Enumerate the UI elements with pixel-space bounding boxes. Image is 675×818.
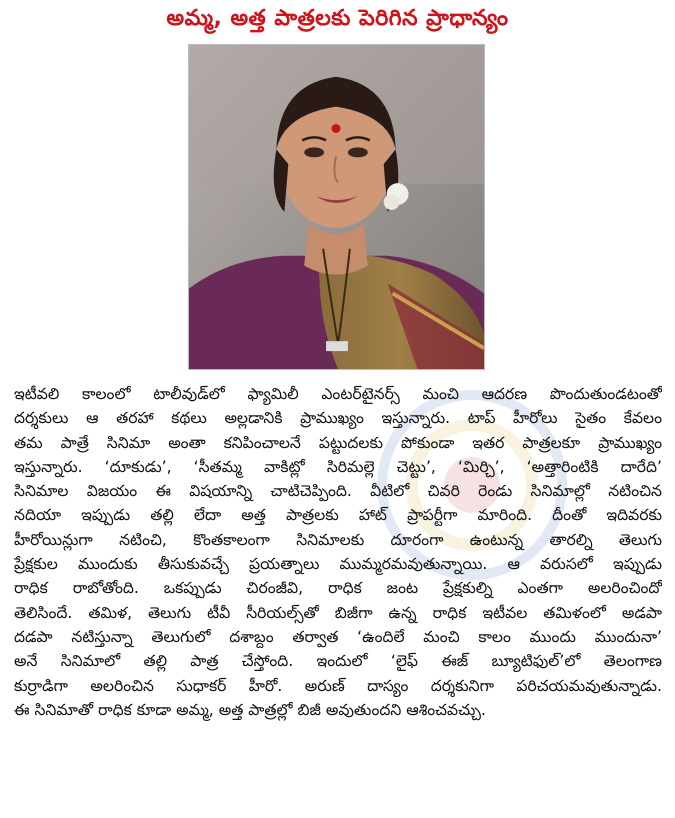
article-body — [14, 382, 662, 722]
article-line: దర్శకులు ఆ తరహా కథలు అల్లడానికి ప్రాముఖ్యం ఇస్తున్నారు. టాప్ హీరోలు సైతం కేవలం — [14, 409, 662, 428]
article-photo — [188, 44, 485, 370]
article-line: సినిమాల విజయం ఈ విషయాన్ని చాటిచెప్పింది. వీటిలో చివరి రెండు సినిమాల్లో నటించిన — [14, 482, 662, 501]
article-line: ఈ సినిమాతో రాధిక కూడా అమ్మ, అత్త పాత్రల్లో బిజీ అవుతుందని ఆశించవచ్చు. — [14, 700, 486, 719]
article-line: తెలిసిందే. తమిళ, తెలుగు టీవీ సీరియల్స్‌తో బిజీగా ఉన్న రాధిక ఇటీవల తమిళంలో అడపా — [14, 603, 662, 622]
article-line: ఇటీవలి కాలంలో టాలీవుడ్‌లో ఫ్యామిలీ ఎంటర్‌టైనర్స్ మంచి ఆదరణ పొందుతుండటంతో — [14, 385, 662, 403]
article-line: దడపా నటిస్తున్నా తెలుగులో దశాబ్దం తర్వాత ‘ఉందిలే మంచి కాలం ముందు ముందునా’ — [14, 627, 662, 646]
article-line: రాధిక రాబోతోంది. ఒకప్పుడు చిరంజీవి, రాధిక జంట ప్రేక్షకుల్ని ఎంతగా అలరించిందో — [14, 579, 662, 598]
article-line: నదియా ఇప్పుడు తల్లి లేదా అత్త పాత్రలకు హాట్ ప్రాపర్టీగా మారింది. దీంతో ఇదివరకు — [14, 506, 662, 525]
portrait-photo-icon — [189, 45, 484, 369]
article-line: తమ పాత్రే సినిమా అంతా కనిపించాలనే పట్టుదలకు పోకుండా ఇతర పాత్రలకూ ప్రాముఖ్యం — [14, 433, 662, 452]
article-headline: అమ్మ, అత్త పాత్రలకు పెరిగిన ప్రాధాన్యం — [166, 6, 509, 31]
article-line: ఇస్తున్నారు. ‘దూకుడు’, ‘సీతమ్మ వాకిట్లో సిరిమల్లె చెట్టు’, ‘మిర్చి’, ‘అత్తారింటికి దారేది’ — [14, 457, 662, 476]
article-line: కుర్రాడిగా అలరించిన సుధాకర్ హీరో. అరుణ్ దాస్యం దర్శకునిగా పరిచయమవుతున్నాడు. — [14, 676, 662, 695]
article-line: అనే సినిమాలో తల్లి పాత్ర చేస్తోంది. ఇందులో ‘లైఫ్ ఈజ్ బ్యూటిఫుల్’లో తెలంగాణ — [14, 652, 662, 671]
article-line: హీరోయిన్లుగా నటించి, కొంతకాలంగా సినిమాలకు దూరంగా ఉంటున్న తారల్ని తెలుగు — [14, 530, 662, 549]
article-line: ప్రేక్షకుల ముందుకు తీసుకువచ్చే ప్రయత్నాలు ముమ్మరమవుతున్నాయి. ఆ వరుసలో ఇప్పుడు — [14, 555, 662, 574]
